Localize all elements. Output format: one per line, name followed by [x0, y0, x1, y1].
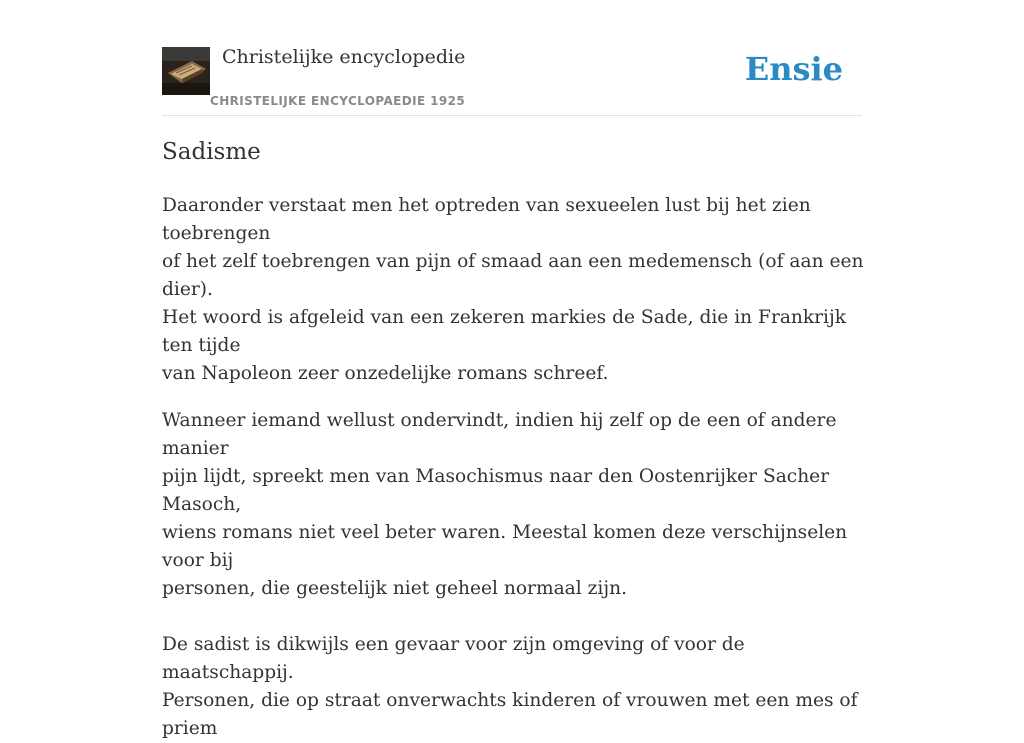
brand-logo[interactable]: Ensie — [744, 50, 843, 88]
article-paragraph — [162, 407, 872, 603]
text-line: De sadist is dikwijls een gevaar voor zijn omgeving of voor de maatschappij. — [162, 634, 745, 683]
text-line: Het woord is afgeleid van een zekeren markies de Sade, die in Frankrijk ten tijde — [162, 307, 847, 356]
site-header — [162, 40, 862, 116]
text-line: pijn lijdt, spreekt men van Masochismus naar den Oostenrijker Sacher Masoch, — [162, 466, 830, 515]
text-line: personen, die geestelijk niet geheel normaal zijn. — [162, 578, 627, 599]
encyclopedia-subtitle[interactable]: CHRISTELIJKE ENCYCLOPAEDIE 1925 — [210, 94, 466, 108]
text-line: van Napoleon zeer onzedelijke romans schreef. — [162, 363, 609, 384]
text-line: of het zelf toebrengen van pijn of smaad aan een medemensch (of aan een dier). — [162, 251, 864, 300]
article-paragraph — [162, 631, 872, 743]
article-body — [162, 192, 872, 743]
site-title[interactable]: Christelijke encyclopedie — [222, 46, 466, 68]
text-line: Daaronder verstaat men het optreden van sexueelen lust bij het zien toebrengen — [162, 195, 811, 244]
article-title: Sadisme — [162, 139, 261, 165]
text-line: Wanneer iemand wellust ondervindt, indien hij zelf op de een of andere manier — [162, 410, 837, 459]
article-paragraph — [162, 192, 872, 388]
text-line: wiens romans niet veel beter waren. Meestal komen deze verschijnselen voor bij — [162, 522, 848, 571]
site-avatar[interactable] — [162, 47, 210, 95]
old-book-photo-icon — [162, 47, 210, 95]
text-line: Personen, die op straat onverwachts kinderen of vrouwen met een mes of priem — [162, 690, 858, 739]
